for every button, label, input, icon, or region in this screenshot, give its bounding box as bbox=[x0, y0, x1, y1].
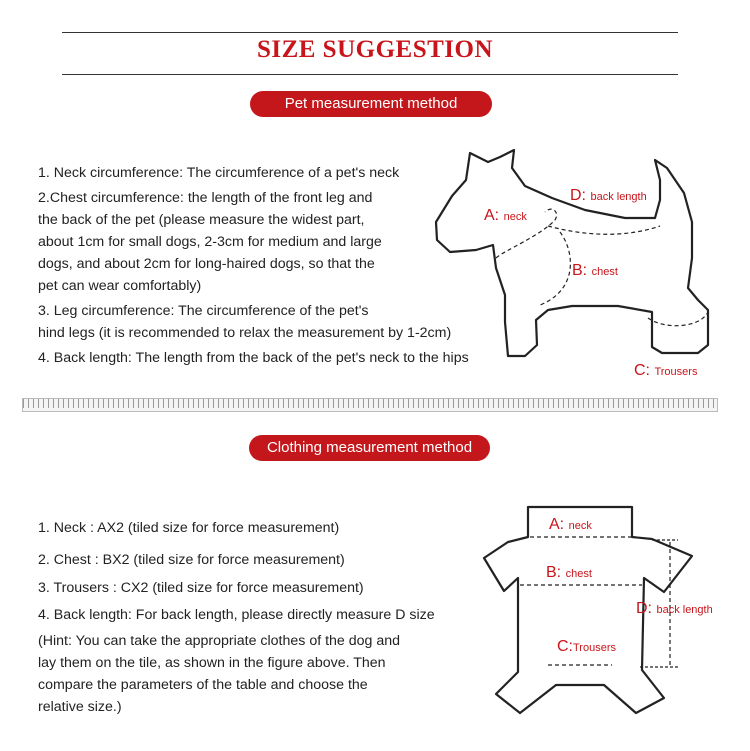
pet-label-c: C: Trousers bbox=[634, 362, 698, 379]
pet-measurement-heading: Pet measurement method bbox=[250, 91, 492, 117]
pet-line-9: 4. Back length: The length from the back of the pet's neck to the hips bbox=[38, 350, 469, 366]
pet-line-5: dogs, and about 2cm for long-haired dogs, so that the bbox=[38, 256, 375, 272]
pet-label-d: D: back length bbox=[570, 187, 647, 204]
clothing-line-4: 4. Back length: For back length, please directly measure D size bbox=[38, 607, 435, 623]
clothing-line-2: 2. Chest : BX2 (tiled size for force measurement) bbox=[38, 552, 345, 568]
garment-label-b: B: chest bbox=[546, 564, 592, 581]
clothing-line-3: 3. Trousers : CX2 (tiled size for force measurement) bbox=[38, 580, 364, 596]
hint-line-2: lay them on the tile, as shown in the figure above. Then bbox=[38, 655, 386, 671]
clothing-line-1: 1. Neck : AX2 (tiled size for force measurement) bbox=[38, 520, 340, 536]
hint-line-1: (Hint: You can take the appropriate clothes of the dog and bbox=[38, 633, 401, 649]
hint-line-4: relative size.) bbox=[38, 699, 122, 715]
pet-line-4: about 1cm for small dogs, 2-3cm for medium and large bbox=[38, 234, 382, 250]
pet-line-8: hind legs (it is recommended to relax the measurement by 1-2cm) bbox=[38, 325, 452, 341]
hint-line-3: compare the parameters of the table and choose the bbox=[38, 677, 368, 693]
clothing-measurement-heading: Clothing measurement method bbox=[249, 435, 490, 461]
pet-line-6: pet can wear comfortably) bbox=[38, 278, 202, 294]
garment-label-d: D: back length bbox=[636, 600, 713, 617]
pet-line-2: 2.Chest circumference: the length of the front leg and bbox=[38, 190, 373, 206]
pet-label-a: A: neck bbox=[484, 207, 527, 224]
garment-label-a: A: neck bbox=[549, 516, 592, 533]
garment-label-c: C:Trousers bbox=[557, 638, 616, 655]
page-title: SIZE SUGGESTION bbox=[256, 36, 494, 63]
pet-line-7: 3. Leg circumference: The circumference of the pet's bbox=[38, 303, 369, 319]
pet-line-3: the back of the pet (please measure the widest part, bbox=[38, 212, 365, 228]
pet-line-1: 1. Neck circumference: The circumference of a pet's neck bbox=[38, 165, 400, 181]
pet-label-b: B: chest bbox=[572, 262, 618, 279]
